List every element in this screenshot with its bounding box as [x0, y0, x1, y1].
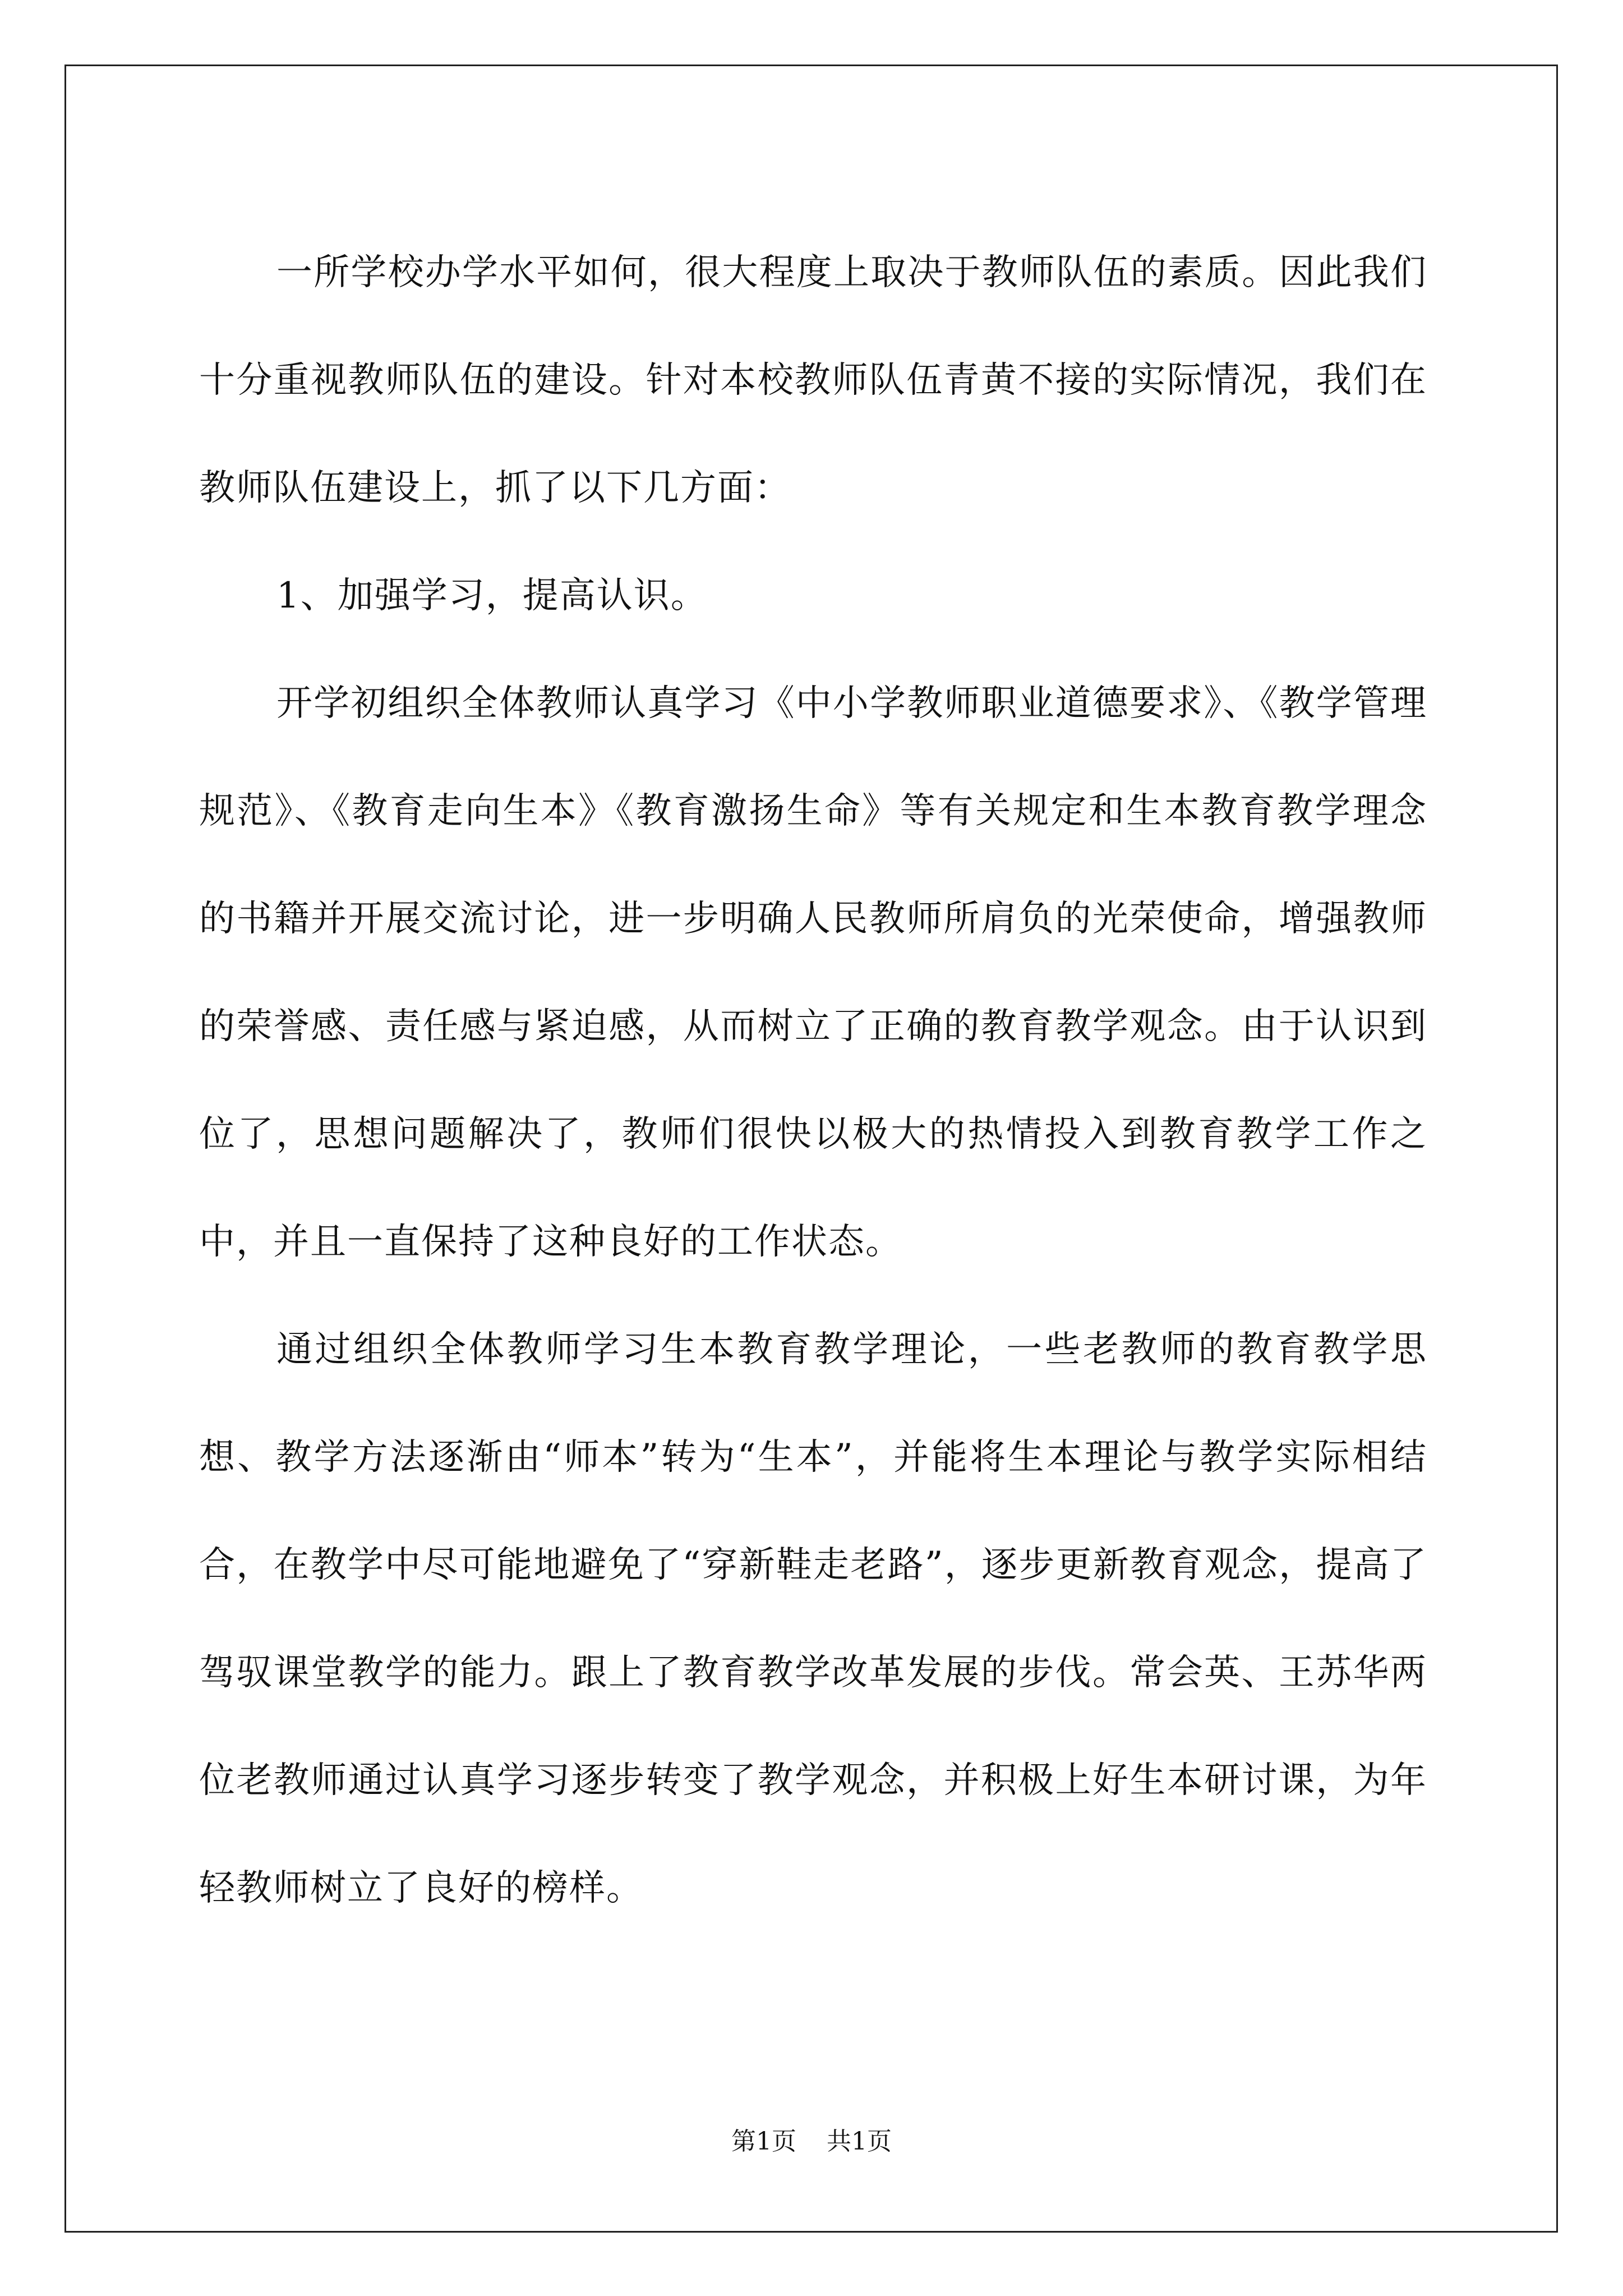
paragraph-heading-1: 1、加强学习，提高认识。	[276, 575, 708, 616]
paragraph-theory: 通过组织全体教师学习生本教育教学理论，一些老教师的教育教学思想、教学方法逐渐由“师本”转为“生本”，并能将生本理论与教学实际相结合，在教学中尽可能地避免了“穿新鞋走老路”，逐步更新教育观念，提高了驾驭课堂教学的能力。跟上了教育教学改革发展的步伐。常会英、王苏华两位老教师通过认真学习逐步转变了教学观念，并积极上好生本研讨课，为年轻教师树立了良好的榜样。	[199, 1329, 1427, 1909]
page-number-current: 第1页	[731, 2127, 796, 2156]
page-number-total: 共1页	[827, 2127, 892, 2156]
paragraph-study: 开学初组织全体教师认真学习《中小学教师职业道德要求》、《教学管理规范》、《教育走向生本》《教育激扬生命》等有关规定和生本教育教学理念的书籍并开展交流讨论，进一步明确人民教师所肩负的光荣使命，增强教师的荣誉感、责任感与紧迫感，从而树立了正确的教育教学观念。由于认识到位了，思想问题解决了，教师们很快以极大的热情投入到教育教学工作之中，并且一直保持了这种良好的工作状态。	[199, 683, 1427, 1263]
document-body	[199, 219, 1427, 1942]
paragraph-intro: 一所学校办学水平如何，很大程度上取决于教师队伍的素质。因此我们十分重视教师队伍的建设。针对本校教师队伍青黄不接的实际情况，我们在教师队伍建设上，抓了以下几方面：	[199, 252, 1427, 509]
page-footer	[0, 2125, 1623, 2159]
